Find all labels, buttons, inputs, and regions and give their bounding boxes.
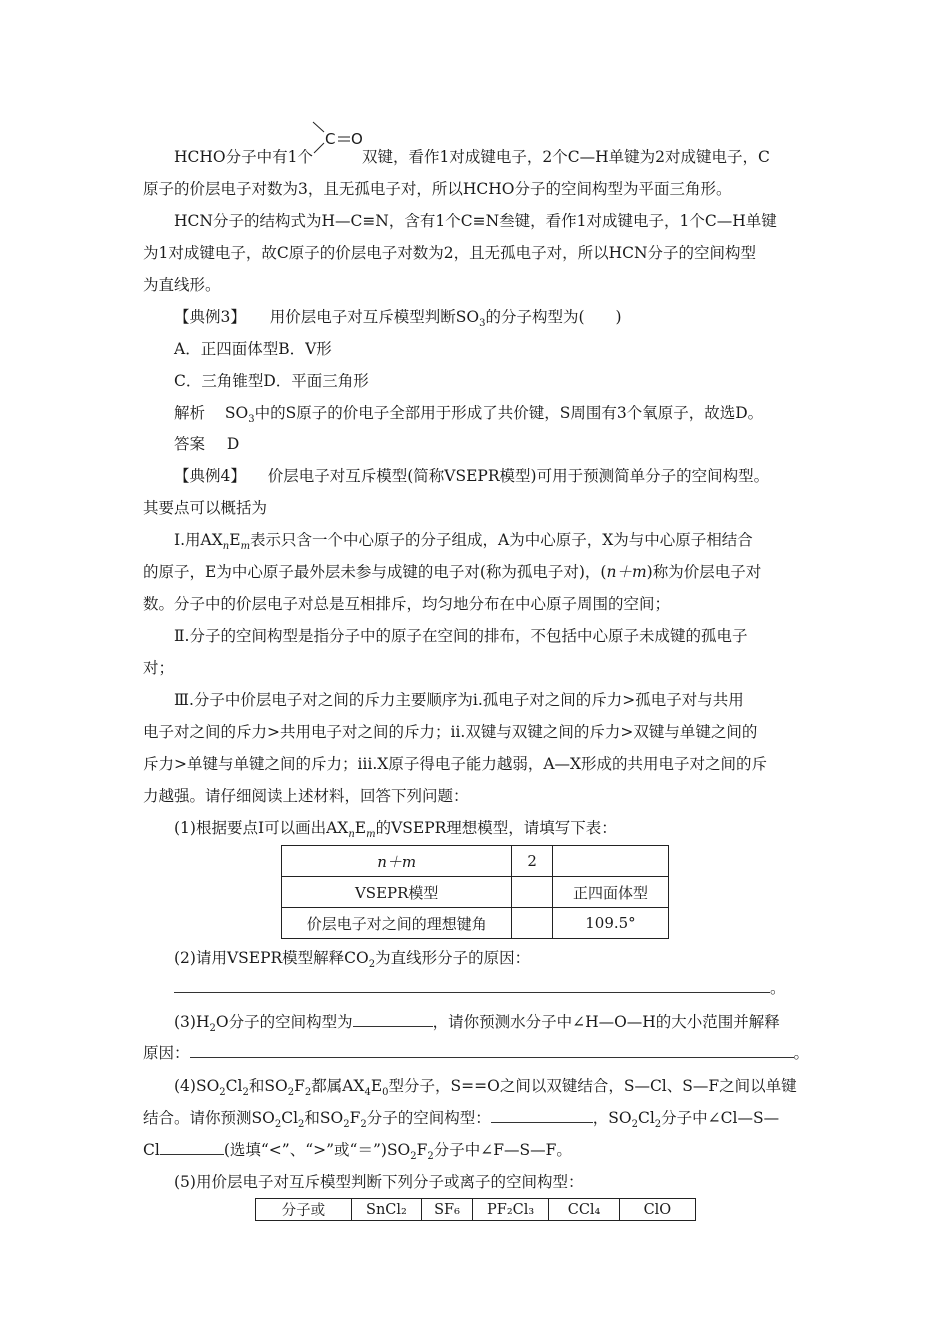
ex4-intro1: 价层电子对互斥模型(简称VSEPR模型)可用于预测简单分子的空间构型。 (267, 467, 770, 485)
ex3-ans: D (226, 435, 240, 453)
ex4-q3-c: ，请你预测水分子中∠H—O—H的大小范围并解释 (432, 1013, 780, 1031)
table-cell (512, 908, 553, 939)
ex4-q4-line3 (143, 1140, 572, 1167)
ex4-p1-line2 (143, 562, 761, 582)
ex3-q-sub: 3 (479, 318, 486, 330)
q4-text: F (416, 1141, 428, 1159)
q4-sub: 2 (654, 1119, 662, 1131)
table-cell: ClO (619, 1199, 695, 1221)
q4-sub: 2 (360, 1119, 367, 1131)
ex4-p1-l2-nm: n＋m (606, 563, 647, 581)
ex4-q3-a: (3)H (174, 1013, 210, 1031)
ex4-p1-b: 表示只含一个中心原子的分子组成，A为中心原子，X为与中心原子相结合 (250, 531, 753, 549)
ex4-q3-l2: 原因： (143, 1044, 190, 1062)
ex4-intro2: 其要点可以概括为 (143, 499, 268, 517)
table-cell: CCl₄ (549, 1199, 619, 1221)
ex4-q5: (5)用价层电子对互斥模型判断下列分子或离子的空间构型： (174, 1173, 584, 1191)
ex4-q1-e: E (354, 819, 367, 837)
table-row (256, 1199, 696, 1221)
answer-blank[interactable] (491, 1108, 593, 1123)
answer-blank[interactable] (190, 1043, 794, 1058)
q4-text: Cl (225, 1077, 243, 1095)
ex3-analysis (174, 403, 763, 430)
q4-text: 分子中∠F—S—F。 (433, 1141, 572, 1159)
ex3-head: 【典例3】 (174, 308, 246, 326)
ex4-q1 (174, 818, 617, 845)
q4-sub: 4 (364, 1087, 371, 1099)
carbonyl-c: C (325, 130, 336, 148)
table-cell: 分子或 (256, 1199, 352, 1221)
ex3-jx-b: 中的S原子的价电子全部用于形成了共价键，S周围有3个氧原子，故选D。 (254, 404, 764, 422)
ex3-jx-a: SO (224, 404, 249, 422)
q4-text: (选填“<”、“>”或“＝”)SO (223, 1141, 411, 1159)
ex4-p1-m: m (240, 541, 251, 553)
ex4-p1-l2-b: )称为价层电子对 (646, 563, 762, 581)
q4-text: Cl (281, 1109, 299, 1127)
q4-sub: 0 (382, 1087, 389, 1099)
ex4-p1-e: E (229, 531, 241, 549)
ex4-intro-line1 (174, 466, 769, 486)
ex4-q2-a: (2)请用VSEPR模型解释CO (174, 949, 369, 967)
ex3-opt-ab: A．正四面体型B．V形 (174, 340, 332, 358)
molecule-table (255, 1198, 696, 1221)
ex4-p1-line3: 数。分子中的价层电子对总是互相排斥，均匀地分布在中心原子周围的空间； (143, 595, 671, 613)
q4-sub: 2 (343, 1119, 350, 1131)
q4-text: (4)SO (174, 1077, 220, 1095)
table-cell (512, 877, 553, 908)
q4-sub: 2 (298, 1119, 305, 1131)
q4-text: 和SO (248, 1077, 288, 1095)
table-cell (552, 846, 668, 877)
q4-text: Cl (143, 1141, 160, 1159)
ex4-p3-line4: 力越强。请仔细阅读上述材料，回答下列问题： (143, 787, 469, 805)
ex4-p1-line1 (174, 530, 753, 557)
table-cell: PF₂Cl₃ (472, 1199, 549, 1221)
table-row (282, 908, 669, 939)
ex4-q1-a: (1)根据要点Ⅰ可以画出AX (174, 819, 349, 837)
table-row (282, 877, 669, 908)
table-cell: VSEPR模型 (282, 877, 512, 908)
para2-line3: 为直线形。 (143, 276, 221, 294)
q4-text: F (294, 1077, 305, 1095)
q4-sub: 2 (274, 1119, 282, 1131)
ex4-q3-b: O分子的空间构型为 (215, 1013, 353, 1031)
q4-text: 都属AX (311, 1077, 365, 1095)
ex3-opt-cd: C．三角锥型D．平面三角形 (174, 372, 369, 390)
ex3-answer (174, 434, 239, 454)
ex4-p3-line1: Ⅲ.分子中价层电子对之间的斥力主要顺序为ⅰ.孤电子对之间的斥力>孤电子对与共用 (174, 691, 744, 709)
ex4-q4-line1 (174, 1076, 797, 1103)
ex4-q3-end: 。 (793, 1044, 810, 1062)
carbonyl-structure (308, 118, 368, 160)
ex3-question (174, 307, 622, 334)
para2-line2: 为1对成键电子，故C原子的价层电子对数为2，且无孤电子对，所以HCN分子的空间构型 (143, 244, 757, 262)
ex3-ans-label: 答案 (174, 435, 206, 453)
table-cell: 价层电子对之间的理想键角 (282, 908, 512, 939)
ex4-q2 (174, 948, 530, 975)
q4-sub: 2 (410, 1151, 417, 1163)
q4-text: 和SO (304, 1109, 344, 1127)
q4-text: 分子中∠Cl—S— (661, 1109, 780, 1127)
ex4-q2-answer-line (174, 978, 786, 998)
q4-text: 结合。请你预测SO (143, 1109, 275, 1127)
table-row (282, 846, 669, 877)
ex4-p3-line2: 电子对之间的斥力>共用电子对之间的斥力；ⅱ.双键与双键之间的斥力>双键与单键之间的 (143, 723, 758, 741)
q4-sub: 2 (242, 1087, 249, 1099)
table-cell: 正四面体型 (552, 877, 668, 908)
q4-sub: 2 (304, 1087, 312, 1099)
para1-line1-b: 双键，看作1对成键电子，2个C—H单键为2对成键电子，C (362, 148, 770, 166)
ex4-p1-n: n (222, 541, 230, 553)
ex4-q1-m: m (366, 829, 376, 841)
table-cell: 2 (512, 846, 553, 877)
para1-line2: 原子的价层电子对数为3，且无孤电子对，所以HCHO分子的空间构型为平面三角形。 (143, 180, 732, 198)
q4-sub: 2 (427, 1151, 434, 1163)
q4-text: Cl (637, 1109, 655, 1127)
q4-sub: 2 (219, 1087, 226, 1099)
ex4-q2-end: 。 (770, 979, 786, 997)
table-cell: SF₆ (422, 1199, 473, 1221)
q4-sub: 2 (287, 1087, 295, 1099)
ex3-q-b: 的分子构型为( ) (485, 308, 622, 326)
carbonyl-o: O (351, 130, 363, 148)
ex4-q3-line2 (143, 1043, 809, 1063)
vsepr-table (281, 845, 669, 939)
ex3-jx-label: 解析 (174, 404, 206, 422)
para1-line1-a: HCHO分子中有1个 (174, 148, 313, 166)
answer-blank[interactable] (160, 1140, 224, 1155)
ex4-head: 【典例4】 (174, 467, 246, 485)
para2-line1: HCN分子的结构式为H—C≡N，含有1个C≡N叁键，看作1对成键电子，1个C—H单键 (174, 212, 777, 230)
ex4-p3-line3: 斥力>单键与单键之间的斥力；ⅲ.X原子得电子能力越弱，A—X形成的共用电子对之间的斥 (143, 755, 768, 773)
ex4-q1-b: 的VSEPR理想模型，请填写下表： (375, 819, 617, 837)
q4-text: 型分子，S==O之间以双键结合，S—Cl、S—F之间以单键 (388, 1077, 797, 1095)
answer-blank[interactable] (353, 1012, 433, 1027)
ex4-p2-line1: Ⅱ.分子的空间构型是指分子中的原子在空间的排布，不包括中心原子未成键的孤电子 (174, 627, 748, 645)
ex3-q-a: 用价层电子对互斥模型判断SO (269, 308, 480, 326)
q4-text: F (349, 1109, 361, 1127)
ex4-q4-line2 (143, 1108, 779, 1135)
ex4-q3-line1 (174, 1012, 780, 1039)
ex4-q3-sub: 2 (209, 1023, 216, 1035)
ex3-jx-sub: 3 (248, 414, 255, 426)
q4-text: E (370, 1077, 383, 1095)
answer-blank[interactable] (174, 978, 770, 993)
ex4-p2-line2: 对； (143, 659, 175, 677)
ex4-q1-n: n (348, 829, 355, 841)
table-cell: n＋m (282, 846, 512, 877)
q4-text: ，SO (592, 1109, 632, 1127)
q4-text: 分子的空间构型： (366, 1109, 491, 1127)
ex4-p1-a: Ⅰ.用AX (174, 531, 223, 549)
q4-sub: 2 (631, 1119, 638, 1131)
table-cell: 109.5° (552, 908, 668, 939)
ex4-p1-l2-a: 的原子，E为中心原子最外层未参与成键的电子对(称为孤电子对)，( (143, 563, 607, 581)
ex4-q2-b: 为直线形分子的原因： (375, 949, 531, 967)
ex4-q2-sub: 2 (368, 959, 376, 971)
table-cell: SnCl₂ (351, 1199, 422, 1221)
